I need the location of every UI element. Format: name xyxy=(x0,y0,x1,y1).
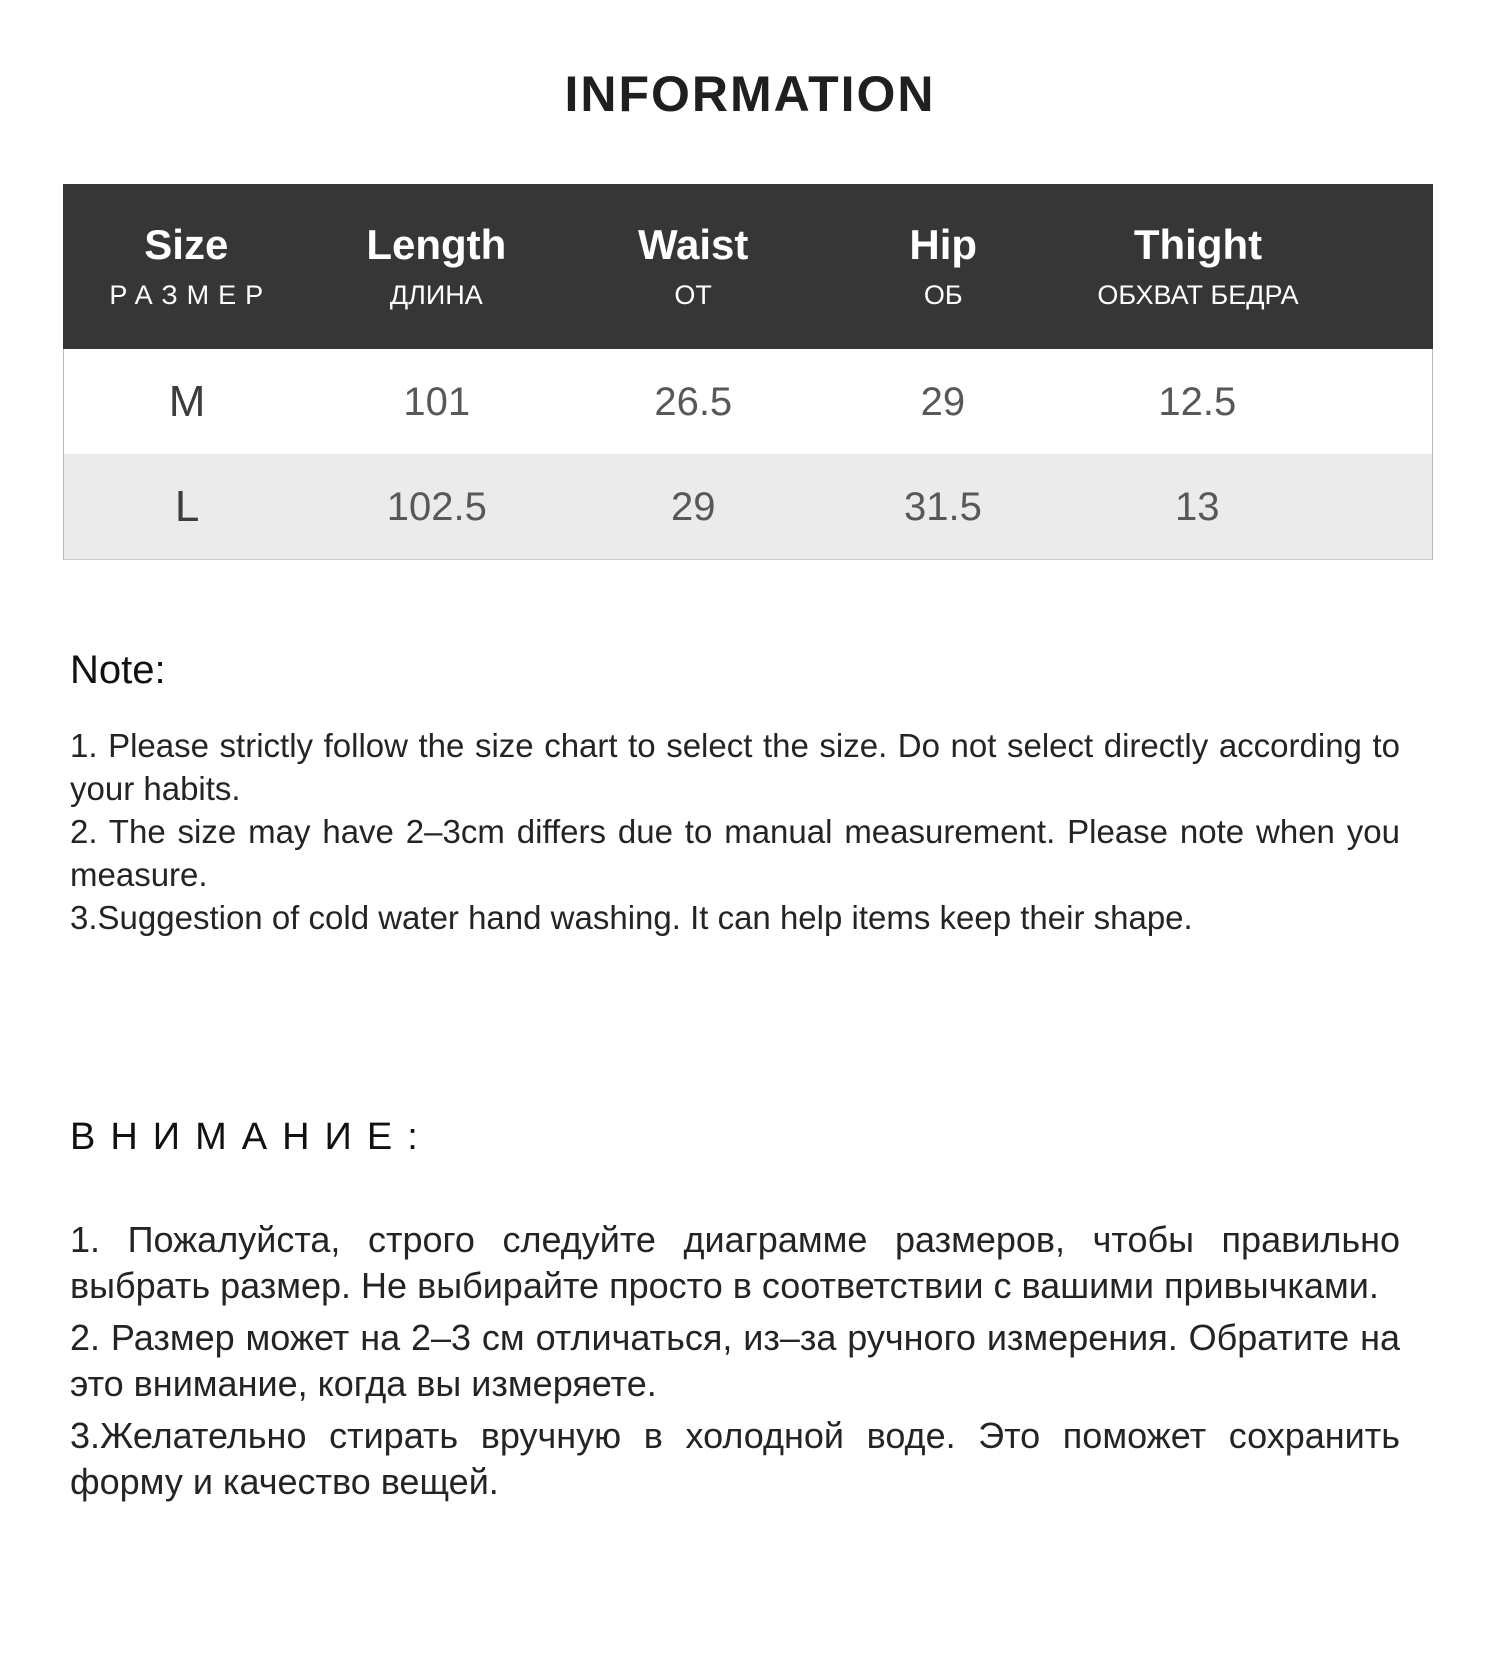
column-header-en: Hip xyxy=(909,221,978,268)
table-cell: 26.5 xyxy=(654,379,733,424)
notes-ru-list xyxy=(70,1217,1400,1505)
size-chart-header xyxy=(63,184,1433,349)
column-header-en: Waist xyxy=(637,221,749,268)
column-header-en: Size xyxy=(144,221,229,268)
column-header-ru: ОБ xyxy=(923,280,963,310)
table-cell: 12.5 xyxy=(1158,379,1237,424)
column-header-en: Thight xyxy=(1133,221,1263,268)
table-cell: 102.5 xyxy=(386,484,487,529)
table-row xyxy=(64,454,1432,559)
column-header-en: Length xyxy=(366,221,507,268)
column-header xyxy=(1063,184,1433,349)
attention-heading: ВНИМАНИЕ: xyxy=(70,1116,433,1158)
notes-en-list xyxy=(70,724,1400,939)
column-header xyxy=(310,184,563,349)
table-cell: 29 xyxy=(671,484,716,529)
size-chart-body xyxy=(63,349,1433,560)
table-cell: 29 xyxy=(920,379,966,424)
note-item-en: 1. Please strictly follow the size chart to select the size. Do not select directly according to your habits. xyxy=(70,727,1400,807)
size-chart-table xyxy=(63,184,1433,560)
column-header xyxy=(63,184,310,349)
table-cell: 13 xyxy=(1175,484,1220,529)
note-item-ru: 3.Желательно стирать вручную в холодной воде. Это поможет сохранить форму и качество вещей. xyxy=(70,1415,1400,1502)
note-item-ru: 1. Пожалуйста, строго следуйте диаграмме размеров, чтобы правильно выбрать размер. Не выбирайте просто в соответствии с вашими привычками. xyxy=(70,1219,1400,1306)
note-heading: Note: xyxy=(70,648,166,692)
table-cell: 31.5 xyxy=(903,484,982,529)
column-header xyxy=(823,184,1063,349)
note-item-en: 2. The size may have 2–3cm differs due to manual measurement. Please note when you measure. xyxy=(70,813,1400,893)
table-cell: M xyxy=(168,376,206,426)
table-cell: L xyxy=(174,481,200,531)
column-header-ru: РАЗМЕР xyxy=(109,280,273,310)
column-header-ru: ДЛИНА xyxy=(389,280,483,310)
table-cell: 101 xyxy=(403,379,471,424)
column-header xyxy=(563,184,823,349)
page-title: INFORMATION xyxy=(564,66,936,122)
column-header-ru: ОТ xyxy=(674,280,712,310)
note-item-en: 3.Suggestion of cold water hand washing. It can help items keep their shape. xyxy=(70,899,1193,936)
table-row xyxy=(64,349,1432,454)
column-header-ru: ОБХВАТ БЕДРА xyxy=(1097,280,1299,310)
note-item-ru: 2. Размер может на 2–3 см отличаться, из–за ручного измерения. Обратите на это внимание, когда вы измеряете. xyxy=(70,1317,1400,1404)
